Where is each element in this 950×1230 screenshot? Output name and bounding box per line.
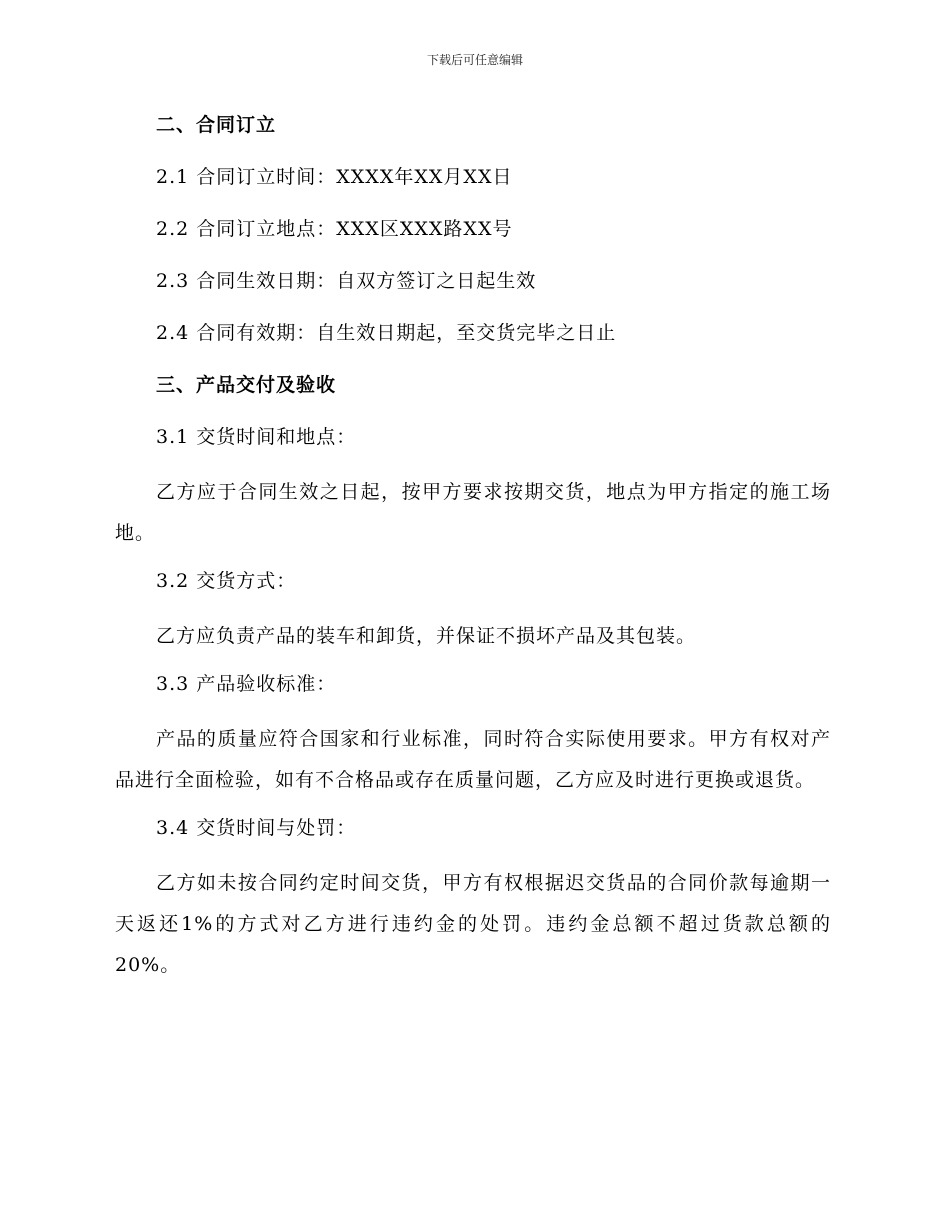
document-body	[115, 108, 831, 996]
clause-3-3-title: 3.3 产品验收标准：	[156, 673, 337, 695]
clause-2-4: 2.4 合同有效期：自生效日期起，至交货完毕之日止	[156, 322, 617, 344]
clause-2-2: 2.2 合同订立地点：XXX区XXX路XX号	[156, 218, 513, 240]
page-header-note: 下载后可任意编辑	[426, 53, 523, 67]
section-2-heading: 二、合同订立	[156, 114, 277, 136]
clause-3-2-title: 3.2 交货方式：	[156, 570, 297, 592]
clause-3-1-body: 乙方应于合同生效之日起，按甲方要求按期交货，地点为甲方指定的施工场地。	[115, 481, 831, 544]
clause-3-4-body: 乙方如未按合同约定时间交货，甲方有权根据迟交货品的合同价款每逾期一天返还1%的方式对乙方进行违约金的处罚。违约金总额不超过货款总额的20%。	[115, 872, 831, 976]
clause-3-4-title: 3.4 交货时间与处罚：	[156, 817, 357, 839]
clause-3-2-body: 乙方应负责产品的装车和卸货，并保证不损坏产品及其包装。	[156, 625, 697, 647]
clause-2-3: 2.3 合同生效日期：自双方签订之日起生效	[156, 270, 537, 292]
clause-2-1: 2.1 合同订立时间：XXXX年XX月XX日	[156, 166, 513, 188]
clause-3-1-title: 3.1 交货时间和地点：	[156, 426, 357, 448]
clause-3-3-body: 产品的质量应符合国家和行业标准，同时符合实际使用要求。甲方有权对产品进行全面检验，如有不合格品或存在质量问题，乙方应及时进行更换或退货。	[115, 728, 831, 791]
section-3-heading: 三、产品交付及验收	[156, 374, 337, 396]
